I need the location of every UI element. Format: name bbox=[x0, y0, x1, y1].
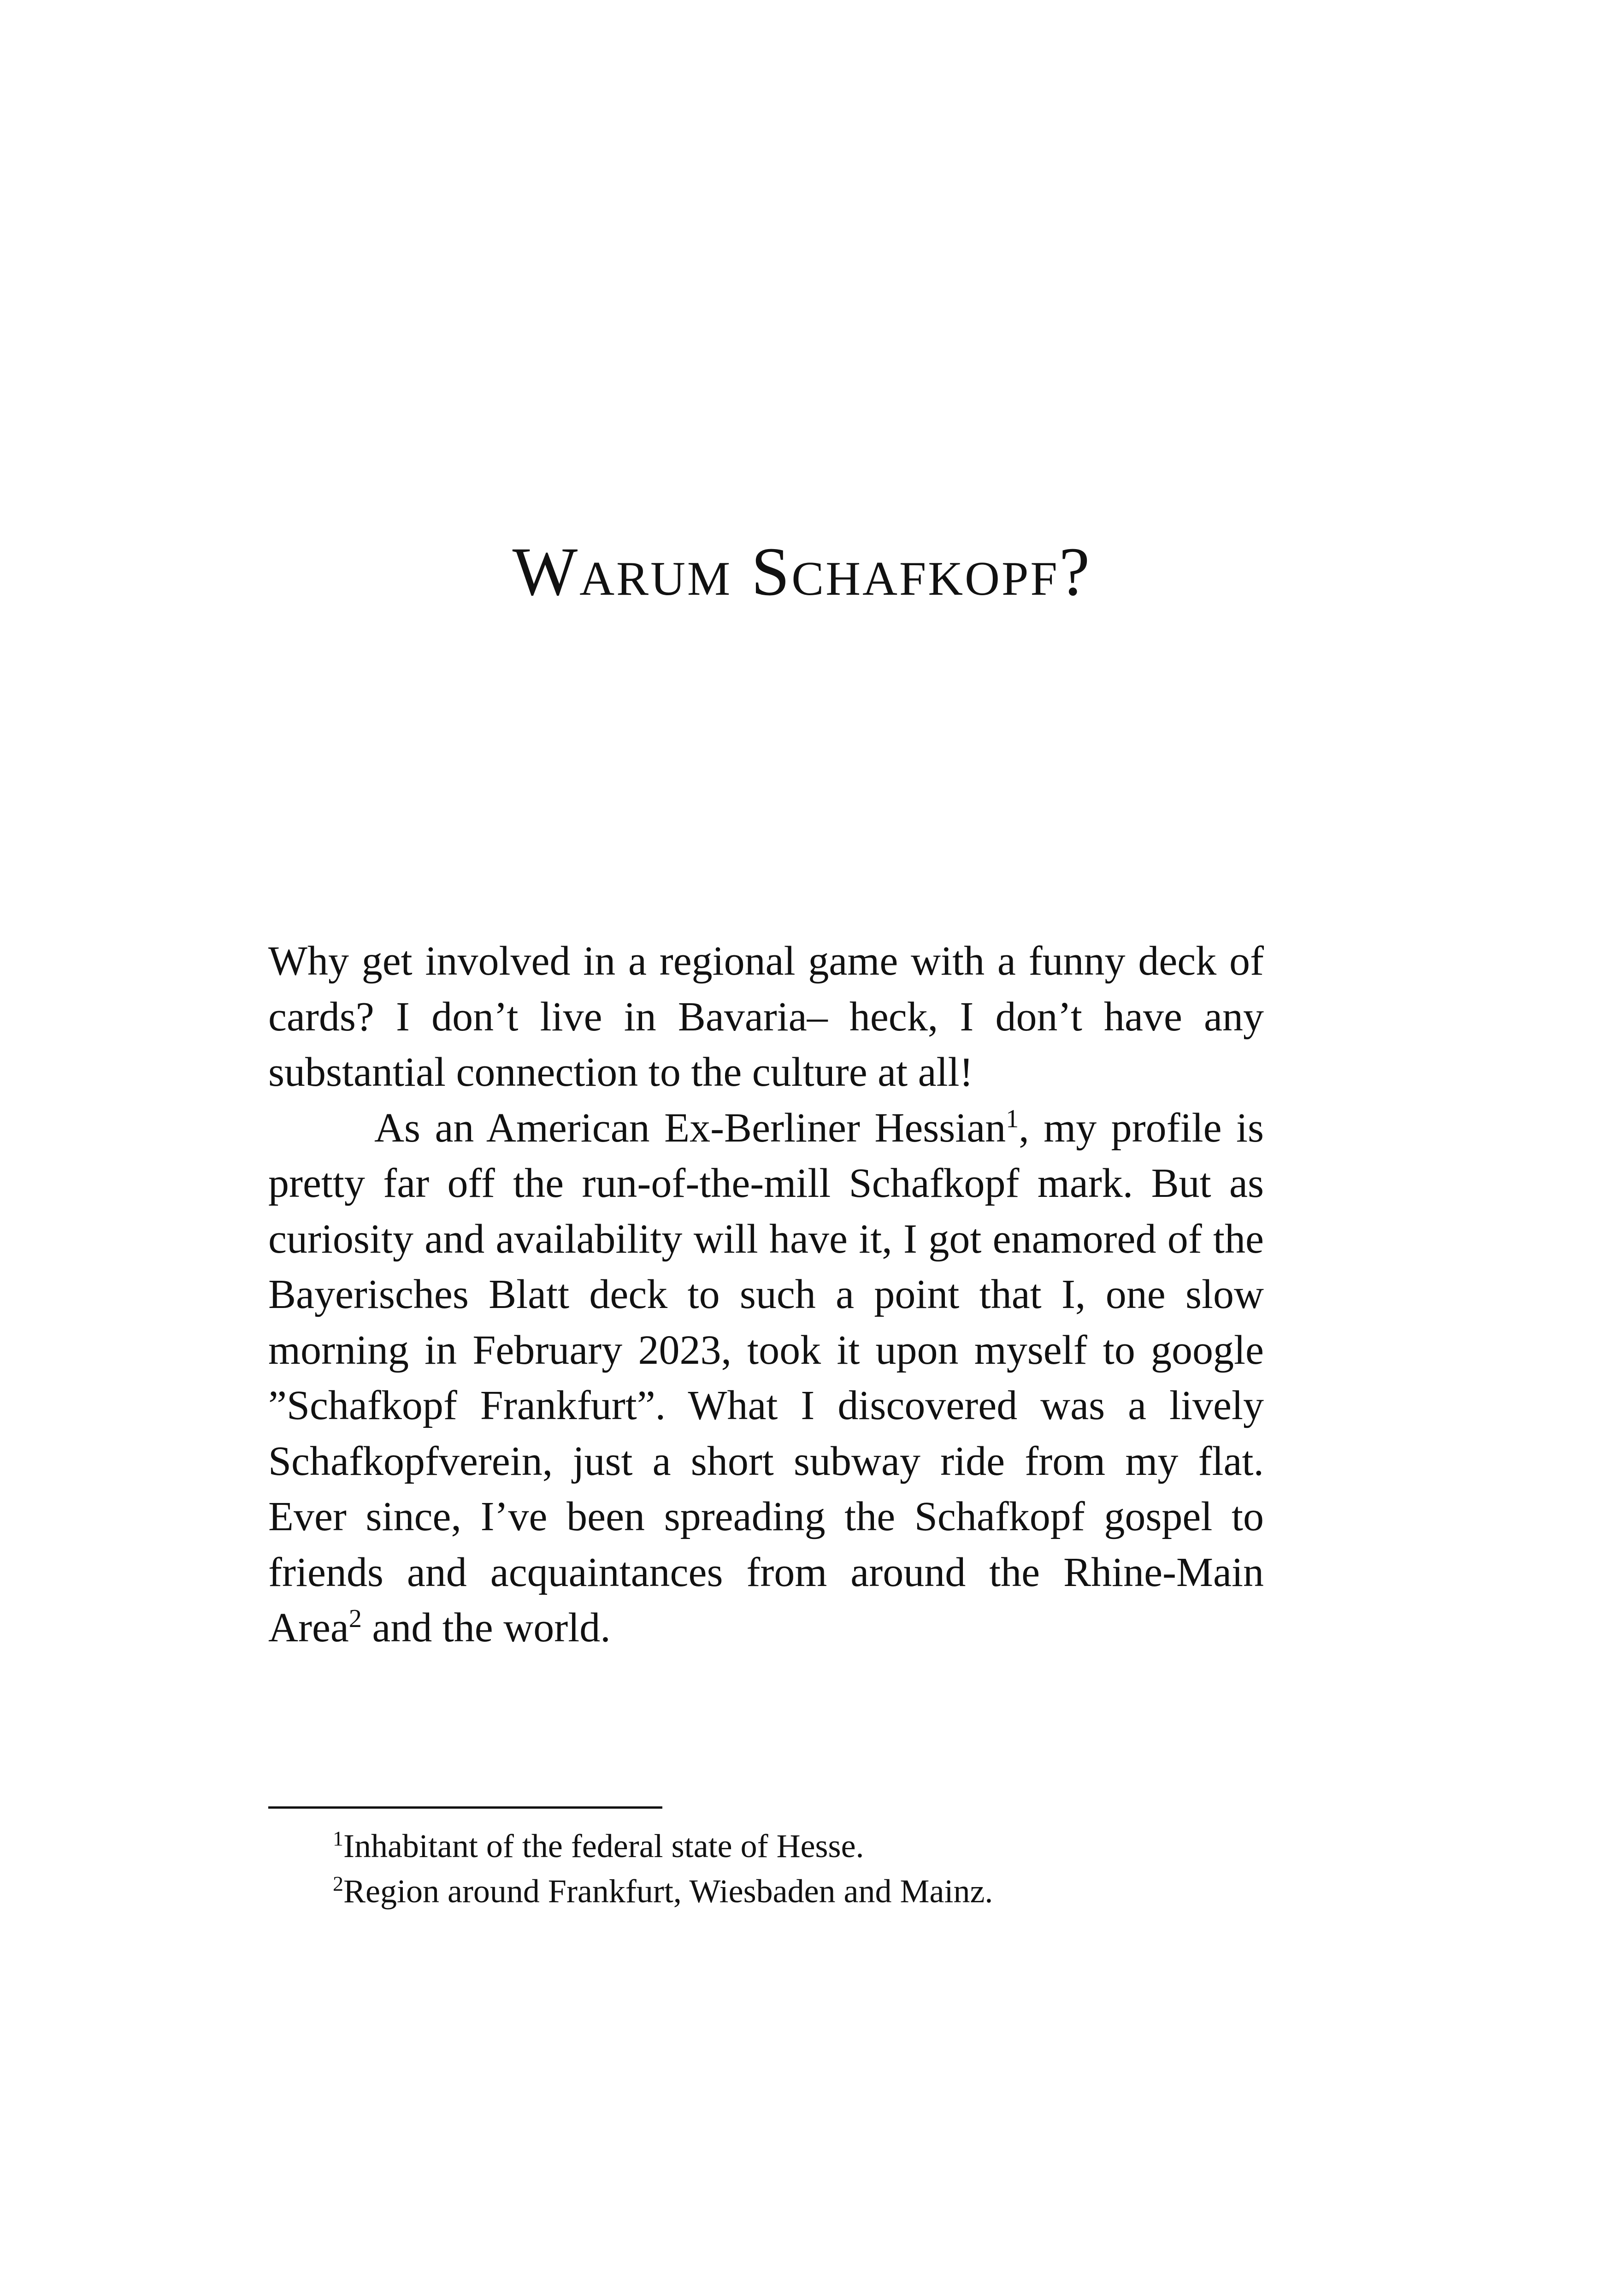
footnote-1-text: Inhabitant of the federal state of Hesse. bbox=[343, 1828, 864, 1864]
footnote-divider bbox=[268, 1806, 662, 1809]
paragraph-2-part-1: As an American Ex-Berliner Hessian bbox=[374, 1105, 1006, 1151]
footnote-2-marker: 2 bbox=[333, 1872, 343, 1895]
footnote-ref-1: 1 bbox=[1006, 1104, 1019, 1133]
footnote-1 bbox=[268, 1823, 1264, 1869]
body-text bbox=[268, 934, 1264, 1656]
chapter-title: Warum Schafkopf? bbox=[512, 533, 1092, 610]
footnote-1-marker: 1 bbox=[333, 1827, 343, 1850]
footnote-2 bbox=[268, 1869, 1264, 1914]
paragraph-2-part-3: and the world. bbox=[361, 1605, 611, 1651]
footnote-2-text: Region around Frankfurt, Wiesbaden and Mainz. bbox=[343, 1873, 993, 1910]
paragraph-1: Why get involved in a regional game with a funny deck of cards? I don’t live in Bavaria– heck, I don’t have any substantial connection to the culture at all! bbox=[268, 938, 1264, 1095]
footnotes bbox=[268, 1823, 1264, 1914]
paragraph-2-part-2: , my profile is pretty far off the run-of-the-mill Schafkopf mark. But as curiosity and availability will have it, I got enamored of the Bayerisches Blatt deck to such a point that I, one slow morning in February 2023, took it upon myself to google ”Schafkopf Frankfurt”. What I discovered was a lively Schafkopfverein, just a short subway ride from my flat. Ever since, I’ve been spreading the Schafkopf gospel to friends and acquaintances from around the Rhine-Main Area bbox=[268, 1105, 1264, 1651]
footnote-ref-2: 2 bbox=[348, 1604, 362, 1633]
paragraph-2 bbox=[268, 1101, 1264, 1656]
